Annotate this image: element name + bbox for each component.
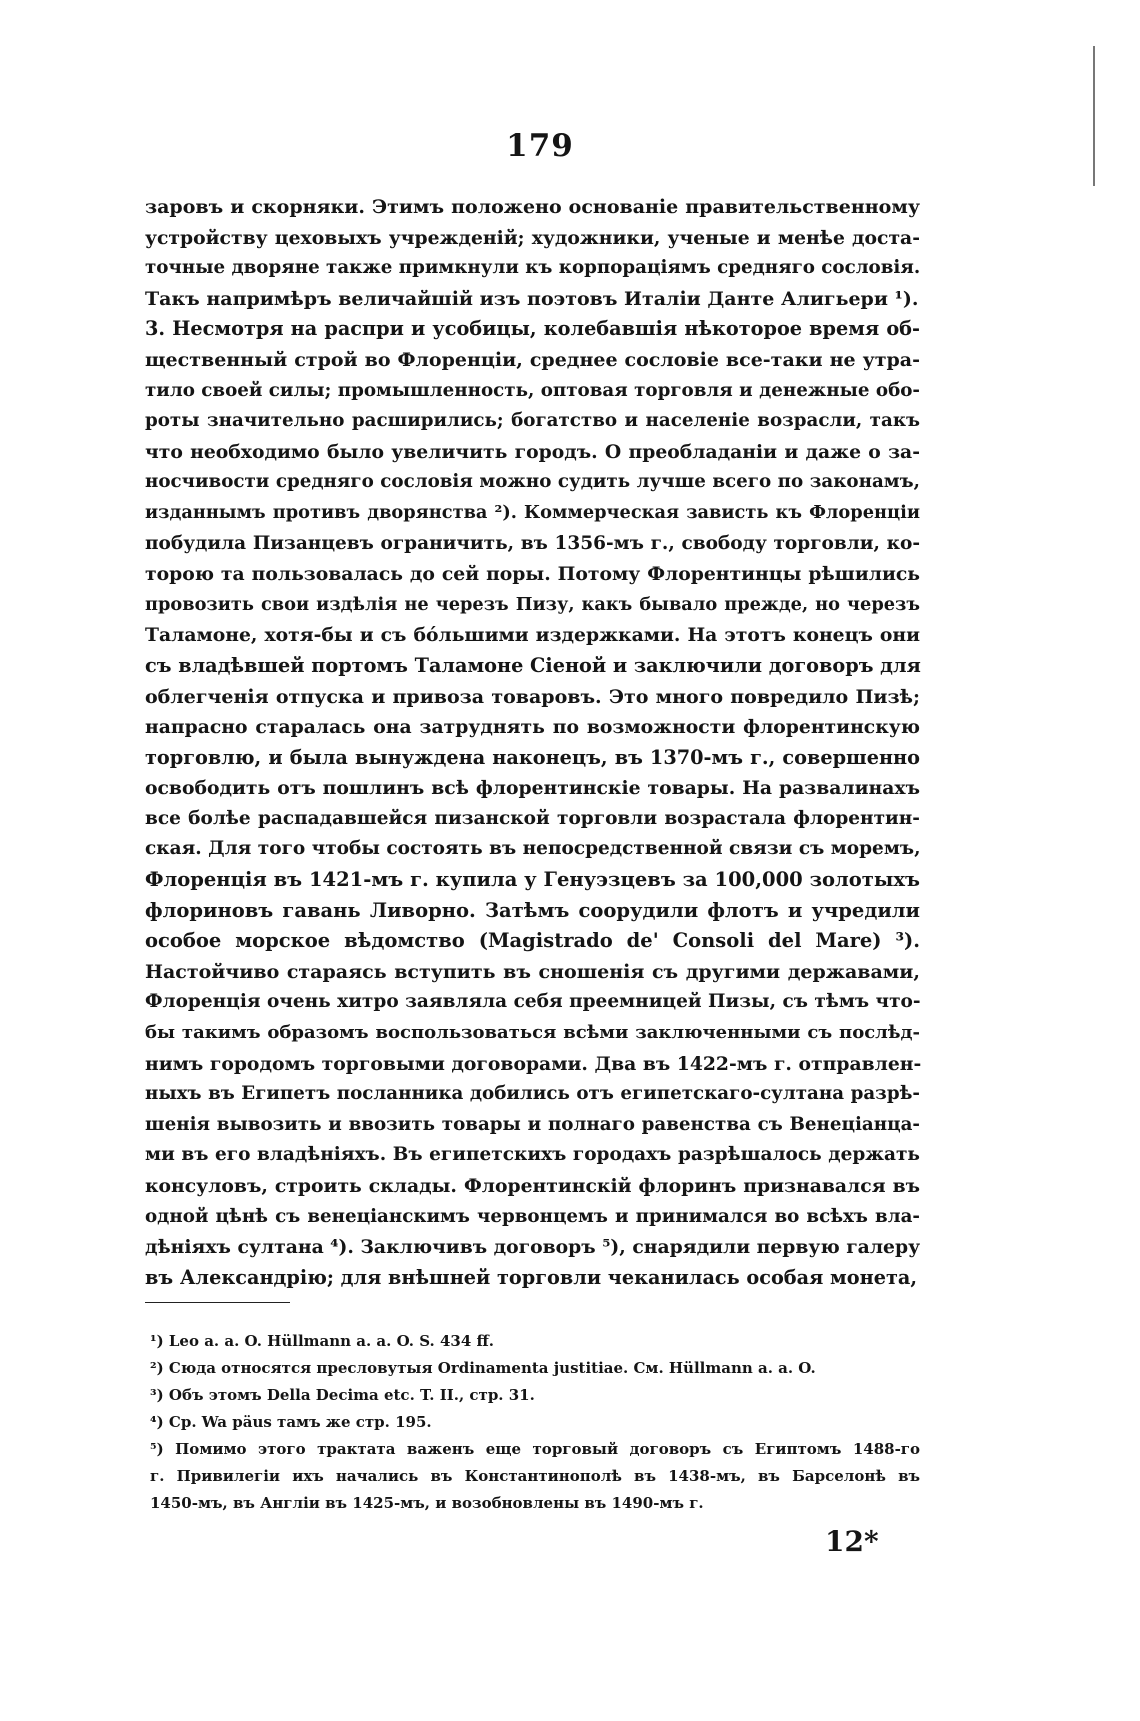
text-line: дѣніяхъ султана ⁴). Заключивъ договоръ ⁵), снарядили первую галеру (145, 1236, 921, 1259)
text-line: шенія вывозить и ввозить товары и полнаго равенства съ Венеціанца- (145, 1113, 920, 1135)
text-line: устройству цеховыхъ учрежденій; художники, ученые и менѣе доста- (145, 226, 920, 249)
text-line: Флоренція очень хитро заявляла себя преемницей Пизы, съ тѣмъ что- (145, 991, 921, 1013)
text-line: носчивости средняго сословія можно судить лучше всего по законамъ, (145, 471, 920, 493)
text-line: въ Александрію; для внѣшней торговли чеканилась особая монета, (145, 1265, 918, 1289)
text-line: напрасно старалась она затруднять по возможности флорентинскую (145, 716, 920, 739)
text-line: бы такимъ образомъ воспользоваться всѣми заключенными съ послѣд- (145, 1022, 920, 1044)
signature-mark: 12* (825, 1525, 879, 1558)
body-text (145, 192, 920, 1293)
text-line: побудила Пизанцевъ ограничить, въ 1356-мъ г., свободу торговли, ко- (145, 532, 920, 554)
footnotes (150, 1328, 920, 1517)
text-line: одной цѣнѣ съ венеціанскимъ червонцемъ и принимался во всѣхъ вла- (145, 1205, 920, 1227)
text-line: торговлю, и была вынуждена наконецъ, въ 1370-мъ г., совершенно (145, 745, 920, 769)
text-line: все болѣе распадавшейся пизанской торговли возрастала флорентин- (145, 807, 920, 829)
text-line: тило своей силы; промышленность, оптовая торговля и денежные обо- (145, 379, 920, 401)
text-line: нимъ городомъ торговыми договорами. Два въ 1422-мъ г. отправлен- (145, 1052, 922, 1075)
text-line: Такъ напримѣръ величайшій изъ поэтовъ Италіи Данте Алигьери ¹). (145, 287, 919, 310)
footnote: ²) Сюда относятся пресловутыя Ordinamenta justitiae. См. Hüllmann a. a. O. (150, 1359, 816, 1377)
footnote: ⁴) Ср. Wa päus тамъ же стр. 195. (150, 1413, 432, 1431)
text-line: флориновъ гавань Ливорно. Затѣмъ соорудили флотъ и учредили (145, 898, 920, 922)
text-line: ми въ его владѣніяхъ. Въ египетскихъ городахъ разрѣшалось держать (145, 1144, 920, 1166)
text-line: щественный строй во Флоренціи, среднее сословіе все-таки не утра- (145, 348, 920, 371)
footnote: ³) Объ этомъ Della Decima etc. T. II., стр. 31. (150, 1386, 535, 1404)
text-line: провозить свои издѣлія не черезъ Пизу, какъ бывало прежде, но черезъ (145, 593, 920, 615)
text-line: торою та пользовалась до сей поры. Потому Флорентинцы рѣшились (145, 563, 920, 586)
text-line: Флоренція въ 1421-мъ г. купила у Генуэзцевъ за 100,000 золотыхъ (145, 868, 920, 892)
text-line: точные дворяне также примкнули къ корпораціямъ средняго сословія. (145, 257, 921, 279)
text-line: съ владѣвшей портомъ Таламоне Сіеной и заключили договоръ для (145, 653, 921, 677)
text-line: освободить отъ пошлинъ всѣ флорентинскіе товары. На развалинахъ (145, 777, 920, 800)
text-line: консуловъ, строить склады. Флорентинскій флоринъ признавался въ (145, 1175, 920, 1197)
text-line: облегченія отпуска и привоза товаровъ. Это много повредило Пизѣ; (145, 685, 920, 708)
scan-edge-mark (1093, 46, 1095, 186)
text-line: роты значительно расширились; богатство и населеніе возрасли, такъ (145, 410, 920, 432)
text-line: 3. Несмотря на распри и усобицы, колебавшія нѣкоторое время об- (145, 317, 920, 341)
page-number: 179 (506, 128, 574, 164)
text-line: что необходимо было увеличить городъ. О преобладаніи и даже о за- (145, 440, 920, 463)
text-line: изданнымъ противъ дворянства ²). Коммерческая зависть къ Флоренціи (145, 501, 920, 523)
text-line: Настойчиво стараясь вступить въ сношенія съ другими державами, (145, 960, 920, 983)
text-line: заровъ и скорняки. Этимъ положено основаніе правительственному (145, 196, 920, 218)
footnote-rule (145, 1302, 290, 1303)
footnote: г. Привилегіи ихъ начались въ Константинополѣ въ 1438-мъ, въ Барселонѣ въ (150, 1467, 920, 1485)
text-line: ская. Для того чтобы состоять въ непосредственной связи съ моремъ, (145, 838, 921, 860)
text-line: особое морское вѣдомство (Magistrado de' Consoli del Mare) ³). (145, 929, 920, 953)
text-line: Таламоне, хотя-бы и съ бóльшими издержками. На этотъ конецъ они (145, 624, 920, 647)
text-line: ныхъ въ Египетъ посланника добились отъ египетскаго-султана разрѣ- (145, 1083, 920, 1105)
footnote: 1450-мъ, въ Англіи въ 1425-мъ, и возобновлены въ 1490-мъ г. (150, 1494, 704, 1512)
footnote: ¹) Leo a. a. O. Hüllmann a. a. O. S. 434 ff. (150, 1332, 495, 1350)
footnote: ⁵) Помимо этого трактата важенъ еще торговый договоръ съ Египтомъ 1488-го (150, 1440, 920, 1458)
